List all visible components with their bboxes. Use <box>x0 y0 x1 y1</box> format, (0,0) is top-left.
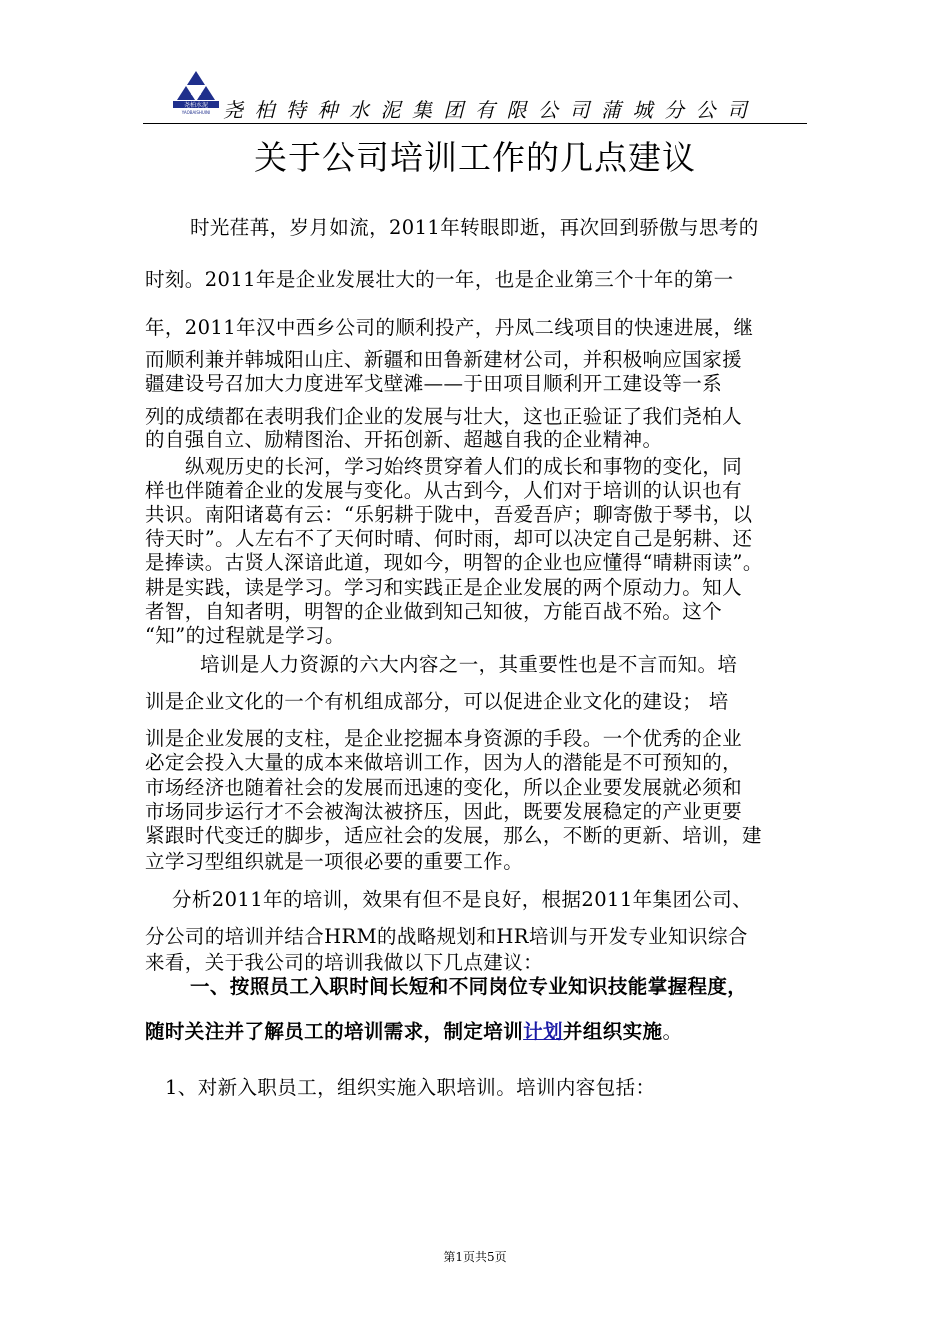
paragraph-line: “知”的过程就是学习。 <box>145 624 345 647</box>
paragraph-line: 列的成绩都在表明我们企业的发展与壮大，这也正验证了我们尧柏人 <box>145 405 743 428</box>
paragraph-line: 年，2011年汉中西乡公司的顺利投产，丹凤二线项目的快速进展，继 <box>145 316 754 339</box>
page-footer: 第1页共5页 <box>443 1250 507 1264</box>
section-heading-line <box>145 1020 682 1044</box>
paragraph-line: 培训是人力资源的六大内容之一，其重要性也是不言而知。培 <box>200 653 738 676</box>
company-logo-icon <box>171 70 221 116</box>
paragraph-line: 待天时”。人左右不了天何时晴、何时雨，却可以决定自己是躬耕、还 <box>145 527 753 550</box>
list-item: 1、对新入职员工，组织实施入职培训。培训内容包括： <box>165 1076 656 1099</box>
paragraph-line: 的自强自立、励精图治、开拓创新、超越自我的企业精神。 <box>145 428 663 451</box>
paragraph-line: 者智，自知者明，明智的企业做到知己知彼，方能百战不殆。这个 <box>145 600 723 623</box>
paragraph-line: 纵观历史的长河，学习始终贯穿着人们的成长和事物的变化，同 <box>185 455 743 478</box>
paragraph-line: 立学习型组织就是一项很必要的重要工作。 <box>145 850 524 873</box>
paragraph-line: 分公司的培训并结合HRM的战略规划和HR培训与开发专业知识综合 <box>145 925 748 948</box>
paragraph-line: 时光荏苒，岁月如流，2011年转眼即逝，再次回到骄傲与思考的 <box>190 216 759 239</box>
heading-text: 并组织实施 <box>562 1020 663 1043</box>
paragraph-line: 市场同步运行才不会被淘汰被挤压，因此，既要发展稳定的产业更要 <box>145 800 743 823</box>
plan-link[interactable]: 计划 <box>523 1020 563 1043</box>
logo-subtext: YAOBAISHUINI <box>181 110 211 115</box>
heading-text: 随时关注并了解员工的培训需求，制定培训 <box>145 1020 524 1043</box>
paragraph-line: 耕是实践，读是学习。学习和实践正是企业发展的两个原动力。知人 <box>145 576 743 599</box>
paragraph-line: 来看，关于我公司的培训我做以下几点建议： <box>145 951 544 974</box>
paragraph-line: 必定会投入大量的成本来做培训工作，因为人的潜能是不可预知的， <box>145 751 743 774</box>
paragraph-line: 而顺利兼并韩城阳山庄、新疆和田鲁新建材公司，并积极响应国家援 <box>145 348 743 371</box>
paragraph-line: 样也伴随着企业的发展与变化。从古到今，人们对于培训的认识也有 <box>145 479 743 502</box>
company-name: 尧柏特种水泥集团有限公司蒲城分公司 <box>223 98 759 122</box>
paragraph-line: 训是企业发展的支柱，是企业挖掘本身资源的手段。一个优秀的企业 <box>145 727 743 750</box>
paragraph-line: 是捧读。古贤人深谙此道，现如今，明智的企业也应懂得“晴耕雨读”。 <box>145 551 763 574</box>
page-header <box>143 70 807 126</box>
paragraph-line: 疆建设号召加大力度进军戈壁滩——于田项目顺利开工建设等一系 <box>145 372 723 395</box>
header-divider <box>143 123 807 124</box>
paragraph-line: 紧跟时代变迁的脚步，适应社会的发展，那么，不断的更新、培训，建 <box>145 824 762 847</box>
paragraph-line: 时刻。2011年是企业发展壮大的一年，也是企业第三个十年的第一 <box>145 268 734 291</box>
heading-punctuation: 。 <box>662 1020 683 1043</box>
logo-text: 尧柏水泥 <box>183 102 209 109</box>
paragraph-line: 分析2011年的培训，效果有但不是良好，根据2011年集团公司、 <box>172 888 753 911</box>
document-title: 关于公司培训工作的几点建议 <box>254 138 696 177</box>
paragraph-line: 训是企业文化的一个有机组成部分，可以促进企业文化的建设； 培 <box>145 690 729 713</box>
paragraph-line: 市场经济也随着社会的发展而迅速的变化，所以企业要发展就必须和 <box>145 776 743 799</box>
paragraph-line: 共识。南阳诸葛有云：“乐躬耕于陇中，吾爱吾庐；聊寄傲于琴书，以 <box>145 503 753 526</box>
section-heading-line: 一、按照员工入职时间长短和不同岗位专业知识技能掌握程度， <box>190 975 748 998</box>
